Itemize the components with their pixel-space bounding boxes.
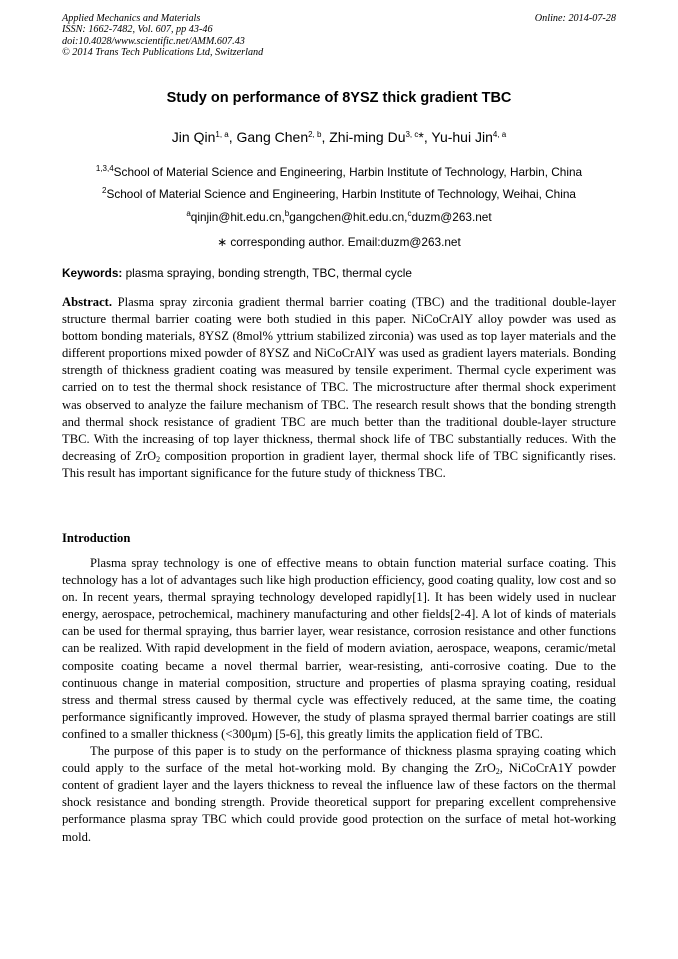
email-sup: a (186, 209, 191, 218)
affiliation-1 (0, 165, 678, 179)
author-sep: *, (418, 129, 432, 145)
email-sup: b (284, 209, 290, 218)
abstract-label: Abstract. (62, 295, 113, 309)
email-line (0, 210, 678, 224)
author-sup: 3, c (405, 130, 419, 139)
author-name: Yu-hui Jin (431, 129, 493, 145)
corresponding-author: ∗ corresponding author. Email:duzm@263.net (217, 235, 461, 249)
author-name: Gang Chen (236, 129, 309, 145)
intro-p2-text-2: , NiCoCrA1Y powder content of gradient layer and the layers thickness to reveal the influence law of these factors on the thermal shock resistance and bonding strength. Provide theoretical support for preparing excellent comprehensive performance plasma spray TBC which could provide good protection on the surface of metal hot-working mold. (62, 761, 616, 844)
affiliation-2 (0, 187, 678, 201)
intro-paragraph-2 (62, 743, 616, 846)
abstract-text-2: composition proportion in gradient layer, thermal shock life of TBC significantly rises. This result has important significance for the future study of thickness TBC. (62, 448, 616, 480)
journal-name: Applied Mechanics and Materials (62, 13, 201, 24)
issn-line: ISSN: 1662-7482, Vol. 607, pp 43-46 (62, 24, 213, 36)
abstract-subscript: 2 (156, 454, 161, 464)
author-sup: 1, a (215, 130, 229, 139)
author-name: Jin Qin (171, 129, 216, 145)
paper-title: Study on performance of 8YSZ thick gradient TBC (166, 90, 512, 106)
keywords (62, 266, 616, 280)
author-name: Zhi-ming Du (329, 129, 406, 145)
keywords-label: Keywords: (62, 266, 123, 280)
author-list (0, 129, 678, 145)
keywords-text: plasma spraying, bonding strength, TBC, thermal cycle (122, 266, 412, 280)
email-link[interactable]: qinjin@hit.edu.cn, (190, 210, 285, 224)
intro-p2-text: The purpose of this paper is to study on the performance of thickness plasma spraying coating which could apply to the surface of the metal hot-working mold. By changing the ZrO (62, 744, 616, 776)
author-sep: , (228, 129, 237, 145)
intro-p2-subscript: 2 (495, 767, 500, 777)
author-sep: , (321, 129, 330, 145)
doi-line: doi:10.4028/www.scientific.net/AMM.607.43 (62, 35, 245, 47)
copyright-line: © 2014 Trans Tech Publications Ltd, Switzerland (62, 47, 264, 59)
introduction-body (62, 555, 616, 846)
author-sup: 4, a (492, 130, 507, 139)
section-heading-introduction: Introduction (62, 531, 131, 545)
abstract (62, 294, 616, 482)
abstract-text: Plasma spray zirconia gradient thermal barrier coating (TBC) and the traditional double-layer structure thermal barrier coating were both studied in this paper. NiCoCrAlY alloy powder was used as bottom bonding materials, 8YSZ (8mol% yttrium stabilized zirconia) was used as top layer materials and the different proportions mixed powder of 8YSZ and NiCoCrAlY was used as gradient layers materials. Bonding strength of thickness gradient coating was measured by tensile experiment. Thermal cycle experiment was carried on to test the thermal shock resistance of TBC. The microstructure after thermal shock experiment was observed to analyze the failure mechanism of TBC. The research result shows that the bonding strength and thermal shock resistance of gradient TBC are much better than the traditional double-layer structure TBC. With the increasing of top layer thickness, thermal shock life of TBC substantially reduces. With the decreasing of ZrO (62, 295, 616, 463)
author-sup: 2, b (308, 130, 322, 139)
email-sup: c (407, 209, 412, 218)
online-date: Online: 2014-07-28 (534, 13, 616, 24)
email-link[interactable]: duzm@263.net (411, 210, 492, 224)
email-link[interactable]: gangchen@hit.edu.cn, (289, 210, 408, 224)
intro-paragraph-1: Plasma spray technology is one of effective means to obtain function material surface coating. This technology has a lot of advantages such like high production efficiency, good coating quality, low cost and so on. In recent years, thermal spraying technology developed rapidly[1]. It has been widely used in nuclear energy, aerospace, petrochemical, machinery manufacturing and other fields[2-4]. A lot of kinds of materials can be used for thermal spraying, thus barrier layer, wear resistance, corrosion resistance and other functions can be realized. With rapid development in the field of modern aviation, aerospace, weapons, ceramic/metal composite coating became a novel thermal barrier, wear-resisting, anti-corrosive coating. Due to the continuous change in material composition, structure and properties of plasma spraying coating, residual stress and thermal stress caused by thermal cycle was effectively reduced, at the same time, the coating performance significantly improved. However, the study of plasma sprayed thermal barrier coatings are still confined to a smaller thickness (<300μm) [5-6], this greatly limits the application field of TBC. (62, 556, 616, 741)
affiliation-text: School of Material Science and Engineering, Harbin Institute of Technology, Weihai, China (106, 187, 576, 201)
affiliation-text: School of Material Science and Engineering, Harbin Institute of Technology, Harbin, China (113, 165, 583, 179)
affiliation-sup: 2 (102, 186, 107, 195)
affiliation-sup: 1,3,4 (95, 164, 114, 173)
journal-header (62, 13, 616, 59)
